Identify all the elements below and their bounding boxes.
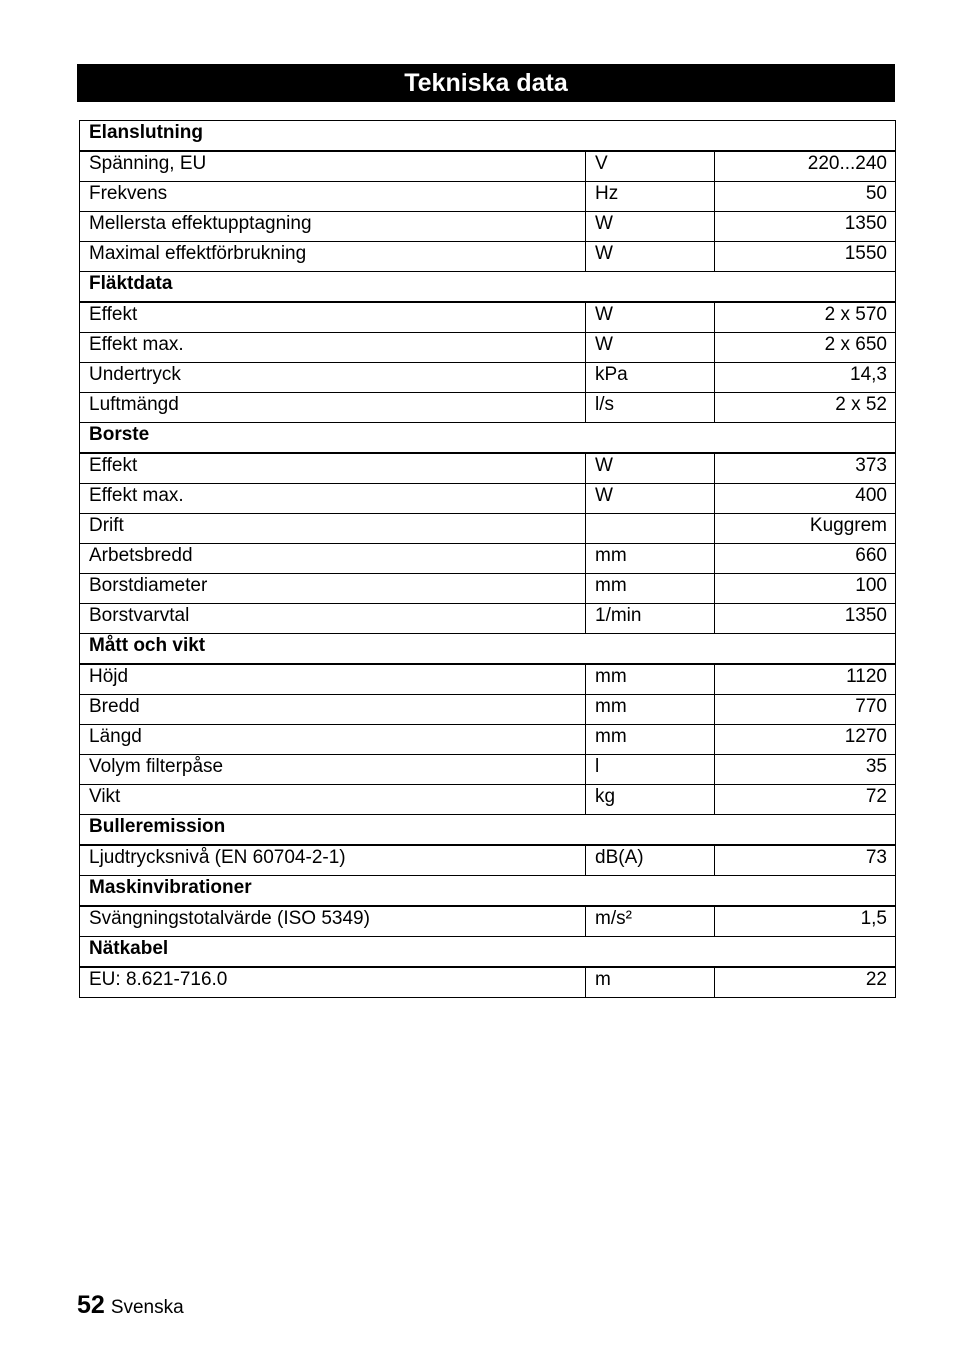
section-header-row (80, 815, 896, 846)
spec-unit: W (586, 484, 715, 514)
spec-value: 73 (715, 845, 896, 876)
spec-value: 72 (715, 785, 896, 815)
spec-unit: m/s² (586, 906, 715, 937)
page-number: 52 (77, 1291, 105, 1319)
section-header-row (80, 937, 896, 968)
spec-unit: W (586, 453, 715, 484)
spec-label: Borstdiameter (80, 574, 586, 604)
section-heading: Borste (80, 423, 896, 454)
spec-value: 660 (715, 544, 896, 574)
table-row (80, 906, 896, 937)
page-title: Tekniska data (77, 64, 895, 102)
spec-value: 1270 (715, 725, 896, 755)
spec-unit (586, 514, 715, 544)
technical-data-body (80, 121, 896, 998)
spec-unit: mm (586, 544, 715, 574)
section-heading: Mått och vikt (80, 634, 896, 665)
footer-language: Svenska (110, 1297, 184, 1318)
spec-unit: W (586, 333, 715, 363)
spec-value: 2 x 650 (715, 333, 896, 363)
spec-label: Spänning, EU (80, 151, 586, 182)
spec-value: 400 (715, 484, 896, 514)
spec-unit: kPa (586, 363, 715, 393)
spec-value: 1550 (715, 242, 896, 272)
table-row (80, 453, 896, 484)
table-row (80, 514, 896, 544)
table-row (80, 785, 896, 815)
spec-unit: V (586, 151, 715, 182)
spec-unit: kg (586, 785, 715, 815)
section-header-row (80, 876, 896, 907)
spec-value: 373 (715, 453, 896, 484)
spec-value: 22 (715, 967, 896, 998)
table-row (80, 845, 896, 876)
section-heading: Elanslutning (80, 121, 896, 152)
spec-unit: dB(A) (586, 845, 715, 876)
table-row (80, 484, 896, 514)
spec-unit: W (586, 212, 715, 242)
spec-label: Effekt max. (80, 484, 586, 514)
table-row (80, 695, 896, 725)
spec-value: 1350 (715, 604, 896, 634)
spec-label: Effekt (80, 302, 586, 333)
technical-data-table (79, 120, 896, 998)
spec-unit: mm (586, 725, 715, 755)
spec-value: 14,3 (715, 363, 896, 393)
table-row (80, 393, 896, 423)
spec-value: Kuggrem (715, 514, 896, 544)
table-row (80, 574, 896, 604)
table-row (80, 182, 896, 212)
table-row (80, 242, 896, 272)
section-heading: Bulleremission (80, 815, 896, 846)
spec-unit: m (586, 967, 715, 998)
spec-unit: l (586, 755, 715, 785)
spec-value: 1120 (715, 664, 896, 695)
section-heading: Nätkabel (80, 937, 896, 968)
spec-value: 100 (715, 574, 896, 604)
table-row (80, 544, 896, 574)
spec-label: Svängningstotalvärde (ISO 5349) (80, 906, 586, 937)
section-heading: Fläktdata (80, 272, 896, 303)
spec-label: Frekvens (80, 182, 586, 212)
spec-label: Vikt (80, 785, 586, 815)
spec-value: 1350 (715, 212, 896, 242)
section-heading: Maskinvibrationer (80, 876, 896, 907)
spec-unit: Hz (586, 182, 715, 212)
spec-unit: mm (586, 695, 715, 725)
spec-unit: W (586, 302, 715, 333)
spec-value: 2 x 570 (715, 302, 896, 333)
section-header-row (80, 272, 896, 303)
table-row (80, 363, 896, 393)
spec-value: 220...240 (715, 151, 896, 182)
spec-value: 2 x 52 (715, 393, 896, 423)
spec-label: Effekt max. (80, 333, 586, 363)
spec-unit: W (586, 242, 715, 272)
table-row (80, 755, 896, 785)
spec-label: Effekt (80, 453, 586, 484)
section-header-row (80, 121, 896, 152)
spec-label: Maximal effektförbrukning (80, 242, 586, 272)
section-header-row (80, 423, 896, 454)
spec-label: Höjd (80, 664, 586, 695)
spec-label: Ljudtrycksnivå (EN 60704-2-1) (80, 845, 586, 876)
table-row (80, 604, 896, 634)
spec-label: Volym filterpåse (80, 755, 586, 785)
spec-unit: mm (586, 574, 715, 604)
spec-value: 1,5 (715, 906, 896, 937)
table-row (80, 664, 896, 695)
table-row (80, 151, 896, 182)
spec-label: Arbetsbredd (80, 544, 586, 574)
spec-label: Borstvarvtal (80, 604, 586, 634)
section-header-row (80, 634, 896, 665)
table-row (80, 725, 896, 755)
spec-label: Luftmängd (80, 393, 586, 423)
spec-label: Drift (80, 514, 586, 544)
spec-label: Längd (80, 725, 586, 755)
spec-unit: l/s (586, 393, 715, 423)
spec-unit: 1/min (586, 604, 715, 634)
table-row (80, 212, 896, 242)
table-row (80, 333, 896, 363)
spec-label: EU: 8.621-716.0 (80, 967, 586, 998)
spec-value: 50 (715, 182, 896, 212)
spec-unit: mm (586, 664, 715, 695)
table-row (80, 302, 896, 333)
spec-label: Undertryck (80, 363, 586, 393)
spec-value: 770 (715, 695, 896, 725)
page-footer (77, 1290, 184, 1323)
spec-label: Mellersta effektupptagning (80, 212, 586, 242)
spec-value: 35 (715, 755, 896, 785)
spec-label: Bredd (80, 695, 586, 725)
table-row (80, 967, 896, 998)
